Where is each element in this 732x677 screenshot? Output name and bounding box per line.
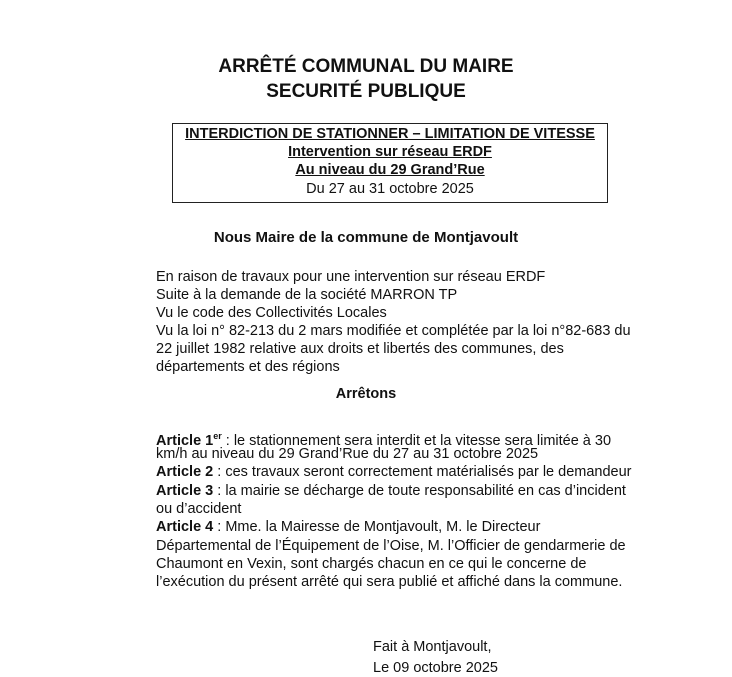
document-title: ARRÊTÉ COMMUNAL DU MAIRE bbox=[218, 56, 514, 77]
article-3-label: Article 3 bbox=[156, 483, 214, 499]
article-3 bbox=[156, 482, 626, 500]
subject-intervention: Intervention sur réseau ERDF bbox=[288, 144, 492, 160]
signoff-date: Le 09 octobre 2025 bbox=[373, 660, 498, 676]
subject-box bbox=[172, 123, 608, 203]
subject-location: Au niveau du 29 Grand’Rue bbox=[295, 162, 485, 178]
considerant-line: 22 juillet 1982 relative aux droits et libertés des communes, des bbox=[156, 341, 564, 357]
signoff-place: Fait à Montjavoult, bbox=[373, 639, 492, 655]
article-4-text: : Mme. la Mairesse de Montjavoult, M. le Directeur bbox=[213, 519, 541, 535]
subject-dates: Du 27 au 31 octobre 2025 bbox=[306, 181, 474, 197]
considerant-line: départements et des régions bbox=[156, 359, 340, 375]
subject-heading: INTERDICTION DE STATIONNER – LIMITATION DE VITESSE bbox=[185, 126, 595, 142]
document-subtitle: SECURITÉ PUBLIQUE bbox=[266, 81, 466, 102]
considerant-line: Vu le code des Collectivités Locales bbox=[156, 305, 387, 321]
article-4 bbox=[156, 518, 540, 536]
article-3-text: : la mairie se décharge de toute responsabilité en cas d’incident bbox=[213, 483, 626, 499]
article-1-cont: km/h au niveau du 29 Grand’Rue du 27 au 31 octobre 2025 bbox=[156, 446, 539, 462]
considerant-line: En raison de travaux pour une intervention sur réseau ERDF bbox=[156, 269, 546, 285]
arretons-heading: Arrêtons bbox=[335, 386, 397, 402]
considerant-line: Suite à la demande de la société MARRON TP bbox=[156, 287, 458, 303]
article-1-text: : le stationnement sera interdit et la vitesse sera limitée à 30 bbox=[221, 432, 612, 449]
article-2-text: : ces travaux seront correctement matérialisés par le demandeur bbox=[213, 464, 632, 480]
considerant-line: Vu la loi n° 82-213 du 2 mars modifiée et complétée par la loi n°82-683 du bbox=[156, 323, 631, 339]
article-3-cont: ou d’accident bbox=[156, 501, 242, 517]
article-4-cont: l’exécution du présent arrêté qui sera publié et affiché dans la commune. bbox=[156, 574, 623, 590]
article-4-label: Article 4 bbox=[156, 519, 214, 535]
article-4-cont: Départemental de l’Équipement de l’Oise, M. l’Officier de gendarmerie de bbox=[156, 538, 626, 554]
article-2-label: Article 2 bbox=[156, 464, 214, 480]
article-4-cont: Chaumont en Vexin, sont chargés chacun en ce qui le concerne de bbox=[156, 556, 587, 572]
article-1-label: Article 1er bbox=[156, 431, 222, 449]
article-2 bbox=[156, 463, 632, 481]
mayor-statement: Nous Maire de la commune de Montjavoult bbox=[213, 229, 519, 246]
